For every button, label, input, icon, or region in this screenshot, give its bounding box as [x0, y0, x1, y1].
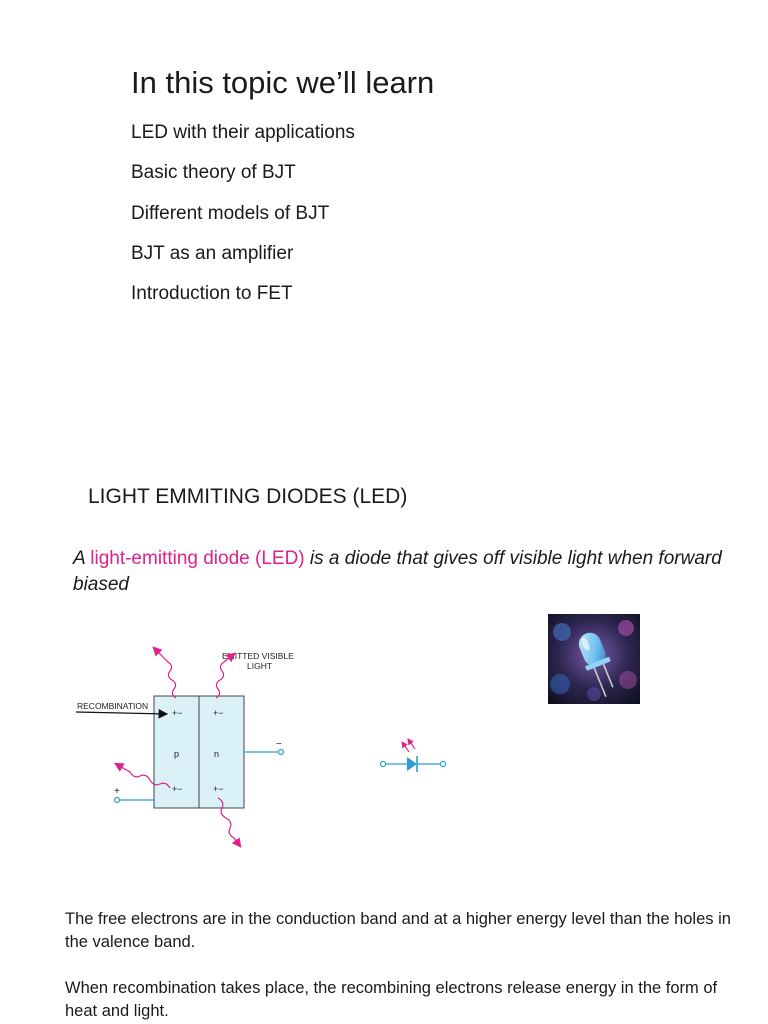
topic-item: LED with their applications — [131, 122, 355, 143]
charge-bottom-right: +− — [213, 784, 224, 794]
topic-item: Basic theory of BJT — [131, 162, 296, 184]
emitted-label-line2: LIGHT — [247, 661, 273, 671]
symbol-light-arrow-1 — [402, 742, 409, 752]
p-region-label: p — [174, 749, 180, 759]
led-symbol — [376, 728, 452, 780]
recombination-label: RECOMBINATION — [77, 701, 149, 711]
topic-title: In this topic we’ll learn — [131, 65, 435, 100]
photon-top-left — [154, 648, 176, 698]
led-definition — [73, 546, 733, 598]
symbol-triangle — [407, 757, 417, 771]
charge-bottom-left: +− — [172, 784, 183, 794]
recombination-arrow — [76, 712, 167, 714]
charge-top-left: +− — [172, 708, 183, 718]
led-junction-diagram — [70, 640, 320, 850]
symbol-cathode-terminal — [440, 761, 445, 766]
section-heading: LIGHT EMMITING DIODES (LED) — [88, 485, 408, 508]
definition-prefix: A — [73, 548, 91, 569]
topic-list — [131, 121, 355, 322]
blue-led-photo — [548, 614, 640, 704]
positive-terminal — [115, 798, 120, 803]
symbol-anode-terminal — [380, 761, 385, 766]
definition-rest: is a diode that gives off visible light when forward biased — [73, 548, 722, 595]
topic-item: Introduction to FET — [131, 283, 293, 305]
negative-terminal — [279, 750, 284, 755]
topic-item: Different models of BJT — [131, 202, 330, 224]
definition-term: light-emitting diode (LED) — [90, 548, 305, 569]
emitted-label-line1: EMITTED VISIBLE — [222, 651, 294, 661]
charge-top-right: +− — [213, 708, 224, 718]
positive-terminal-label: + — [114, 786, 120, 797]
n-region-label: n — [214, 749, 220, 759]
paragraph-conduction-band: The free electrons are in the conduction band and at a higher energy level than the holes in the valence band. — [65, 910, 731, 951]
topic-item: BJT as an amplifier — [131, 242, 294, 264]
symbol-light-arrow-2 — [408, 739, 415, 749]
paragraph-recombination: When recombination takes place, the recombining electrons release energy in the form of heat and light. — [65, 979, 718, 1020]
negative-terminal-label: − — [276, 739, 282, 750]
